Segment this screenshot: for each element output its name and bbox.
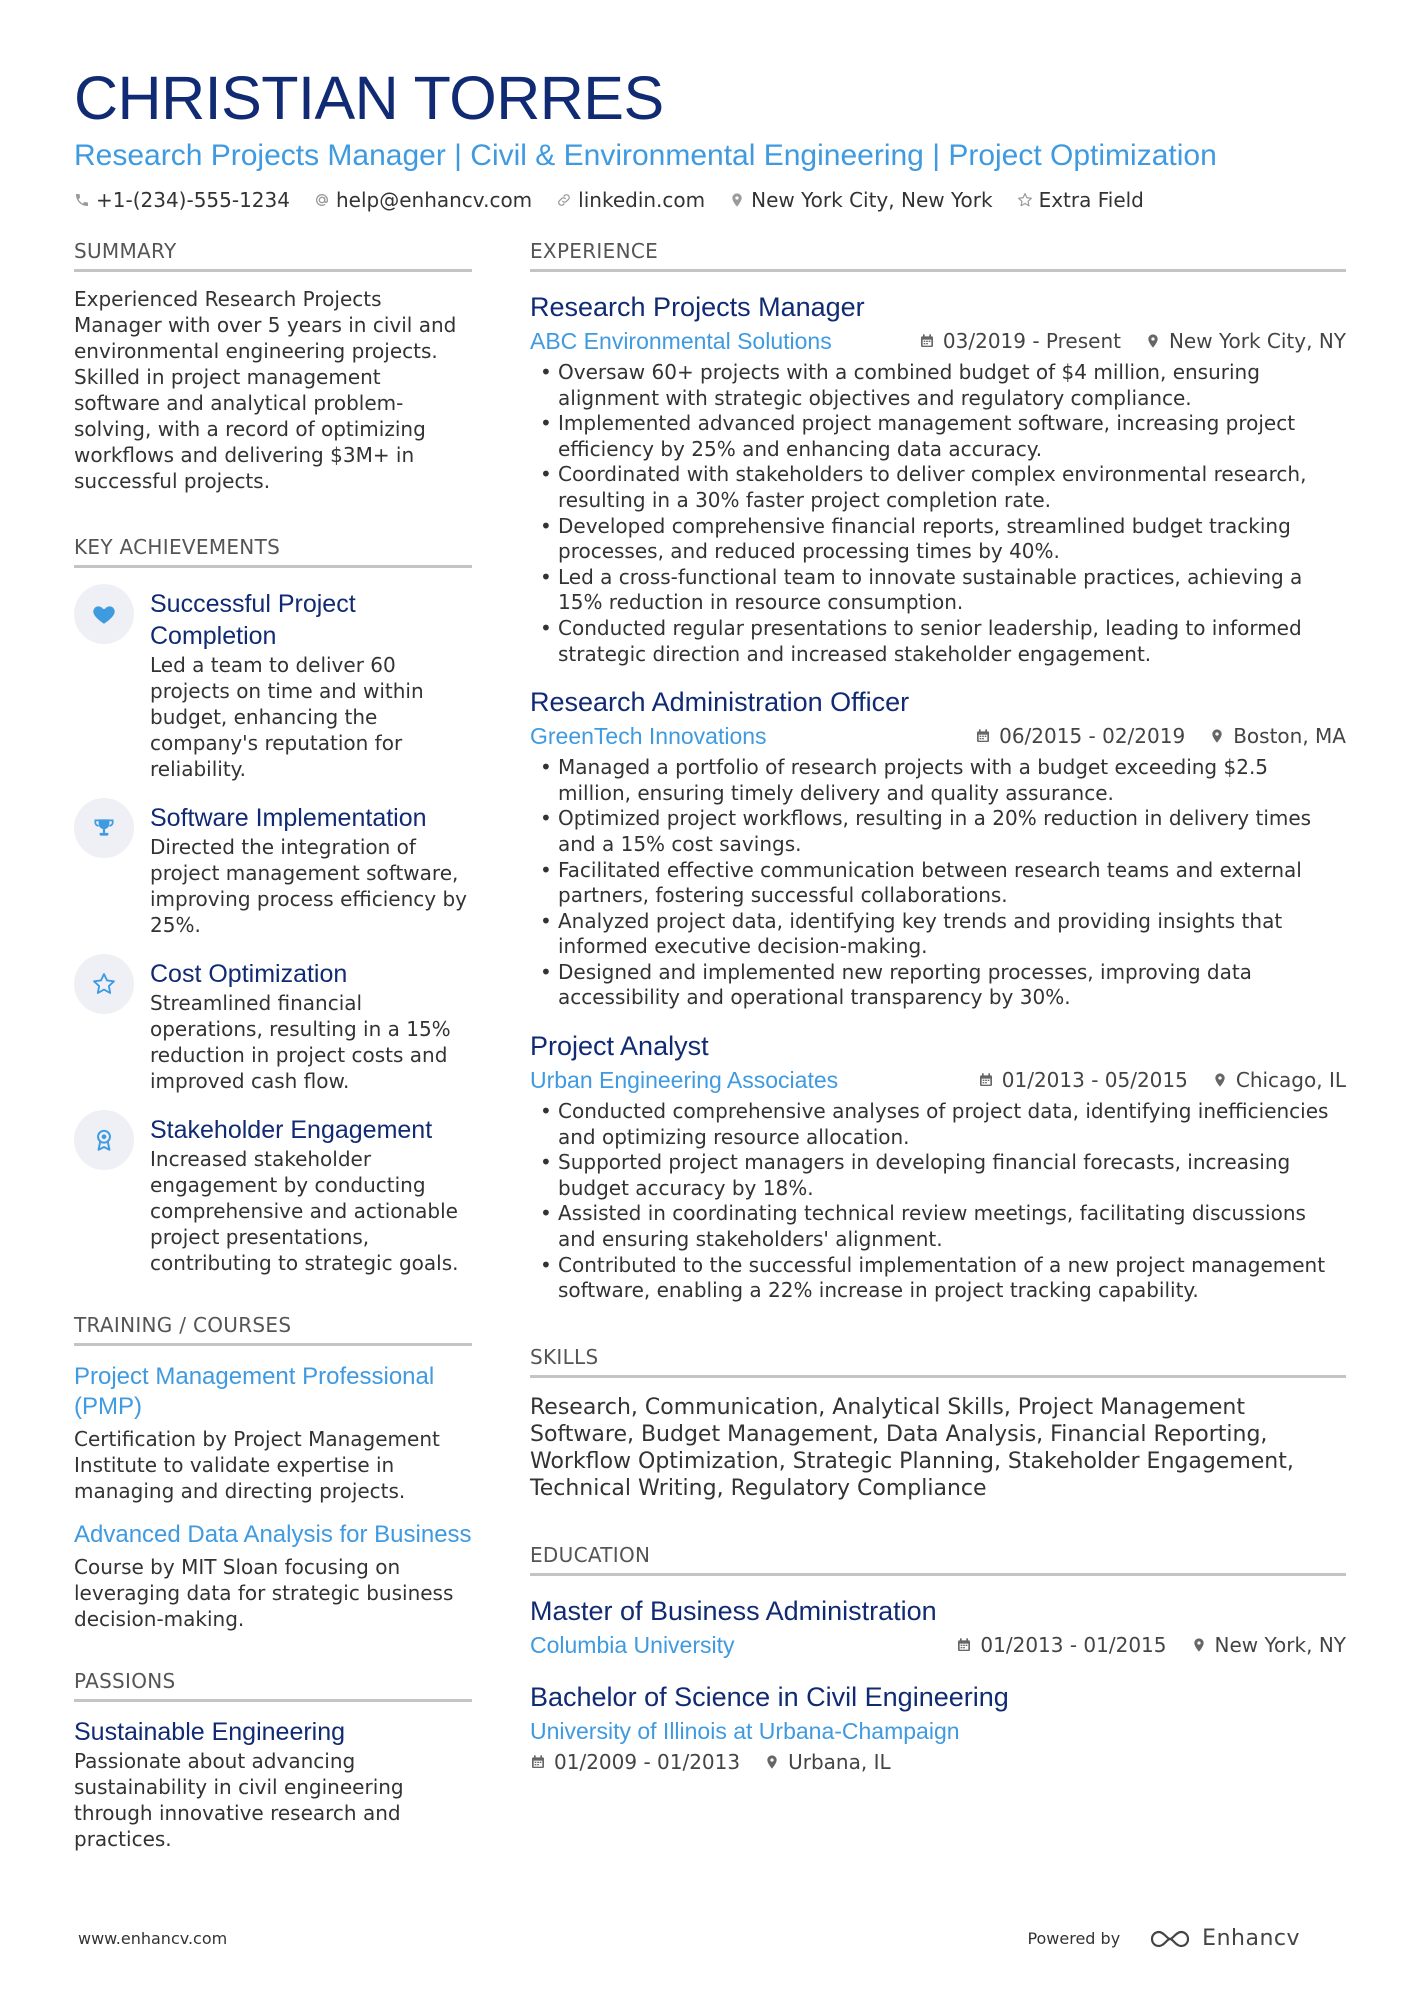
education-section <box>530 1542 1346 1774</box>
achievement-item <box>74 802 472 938</box>
achievement-title: Cost Optimization <box>150 960 348 988</box>
job-location: Boston, MA <box>1233 724 1346 749</box>
summary-heading: SUMMARY <box>74 238 472 272</box>
job-entry <box>530 1029 1346 1304</box>
heart-icon <box>91 601 117 627</box>
course-desc: Course by MIT Sloan focusing on leveraging data for strategic business decision-making. <box>74 1555 454 1631</box>
job-entry <box>530 290 1346 667</box>
award-icon <box>91 1127 117 1153</box>
job-bullet: • Supported project managers in developing financial forecasts, increasing budget accuracy by 18%. <box>530 1150 1346 1201</box>
enhancv-logo-icon <box>1148 1928 1192 1950</box>
location-icon <box>729 192 745 208</box>
phone-icon <box>74 192 90 208</box>
training-heading: TRAINING / COURSES <box>74 1312 472 1346</box>
achievement-icon-badge <box>74 1110 134 1170</box>
achievement-desc: Directed the integration of project management software, improving process efficiency by 25%. <box>150 835 467 937</box>
course-desc: Certification by Project Management Institute to validate expertise in managing and directing projects. <box>74 1427 440 1503</box>
job-bullets <box>530 360 1346 667</box>
job-bullet: • Conducted comprehensive analyses of project data, identifying inefficiencies and optimizing resource allocation. <box>530 1099 1346 1150</box>
achievement-item <box>74 958 472 1094</box>
job-bullet: • Implemented advanced project management software, increasing project efficiency by 25% and enhancing data accuracy. <box>530 411 1346 462</box>
job-company: Urban Engineering Associates <box>530 1067 839 1094</box>
candidate-name: CHRISTIAN TORRES <box>74 64 664 132</box>
job-company: GreenTech Innovations <box>530 723 767 750</box>
contact-extra-text: Extra Field <box>1038 188 1144 212</box>
course-item <box>74 1362 472 1504</box>
calendar-icon <box>975 728 991 744</box>
experience-section <box>530 238 1346 1304</box>
at-icon <box>314 192 330 208</box>
achievement-desc: Increased stakeholder engagement by conducting comprehensive and actionable project presentations, contributing to strategic goals. <box>150 1147 459 1275</box>
job-title: Research Administration Officer <box>530 687 910 718</box>
candidate-tagline: Research Projects Manager | Civil & Environmental Engineering | Project Optimization <box>74 139 1217 172</box>
job-bullet: • Assisted in coordinating technical review meetings, facilitating discussions and ensuring stakeholders' alignment. <box>530 1201 1346 1252</box>
location-icon <box>1212 1072 1228 1088</box>
contact-extra <box>1017 188 1144 212</box>
brand-name: Enhancv <box>1202 1926 1300 1951</box>
passions-section <box>74 1668 472 1852</box>
job-dates: 03/2019 - Present <box>942 329 1121 353</box>
achievement-icon-badge <box>74 798 134 858</box>
achievement-icon-badge <box>74 584 134 644</box>
achievement-desc: Streamlined financial operations, resulting in a 15% reduction in project costs and improved cash flow. <box>150 991 451 1093</box>
job-bullet: • Analyzed project data, identifying key trends and providing insights that informed executive decision-making. <box>530 909 1346 960</box>
calendar-icon <box>530 1754 546 1770</box>
powered-by-label: Powered by <box>1027 1929 1121 1948</box>
job-bullet: • Contributed to the successful implementation of a new project management software, enabling a 22% increase in project tracking capability. <box>530 1253 1346 1304</box>
job-dates: 01/2013 - 05/2015 <box>1001 1068 1188 1093</box>
education-dates: 01/2013 - 01/2015 <box>980 1632 1167 1657</box>
passion-desc: Passionate about advancing sustainability in civil engineering through innovative research and practices. <box>74 1749 404 1851</box>
summary-section <box>74 238 472 494</box>
job-bullet: • Developed comprehensive financial reports, streamlined budget tracking processes, and reduced processing times by 40%. <box>530 514 1346 565</box>
passion-title: Sustainable Engineering <box>74 1718 346 1746</box>
right-column <box>530 238 1346 1804</box>
job-bullet: • Optimized project workflows, resulting in a 20% reduction in delivery times and a 15% cost savings. <box>530 806 1346 857</box>
job-bullet: • Facilitated effective communication between research teams and external partners, fostering successful collaborations. <box>530 858 1346 909</box>
brand-logo[interactable] <box>1148 1926 1328 1951</box>
job-bullet: • Coordinated with stakeholders to deliver complex environmental research, resulting in a 30% faster project completion rate. <box>530 462 1346 513</box>
star-icon <box>91 971 117 997</box>
skills-text: Research, Communication, Analytical Skills, Project Management Software, Budget Management, Data Analysis, Financial Reporting, Workflow Optimization, Strategic Planning, Stakeholder Engagement, Technical Writing, Regulatory Compliance <box>530 1394 1294 1501</box>
link-icon <box>556 192 572 208</box>
contact-linkedin[interactable] <box>556 188 705 212</box>
training-section <box>74 1312 472 1632</box>
education-heading: EDUCATION <box>530 1542 1346 1576</box>
achievement-icon-badge <box>74 954 134 1014</box>
achievement-title: Stakeholder Engagement <box>150 1116 433 1144</box>
trophy-icon <box>91 815 117 841</box>
contact-phone[interactable] <box>74 188 290 212</box>
course-item <box>74 1520 472 1632</box>
job-title: Research Projects Manager <box>530 292 865 322</box>
contact-email-text: help@enhancv.com <box>335 188 533 212</box>
achievement-title: Software Implementation <box>150 804 427 832</box>
location-icon <box>764 1754 780 1770</box>
location-icon <box>1191 1637 1207 1653</box>
calendar-icon <box>956 1637 972 1653</box>
education-school: Columbia University <box>530 1631 735 1658</box>
calendar-icon <box>919 333 935 349</box>
job-bullet: • Designed and implemented new reporting processes, improving data accessibility and operational transparency by 30%. <box>530 960 1346 1011</box>
skills-section <box>530 1344 1346 1502</box>
location-icon <box>1145 333 1161 349</box>
job-location: Chicago, IL <box>1235 1068 1346 1093</box>
powered-by <box>1027 1926 1328 1951</box>
education-location: Urbana, IL <box>788 1749 891 1774</box>
resume-header <box>74 62 1344 212</box>
job-bullets <box>530 1099 1346 1304</box>
calendar-icon <box>978 1072 994 1088</box>
contact-linkedin-text: linkedin.com <box>578 188 706 212</box>
left-column <box>74 238 472 1882</box>
achievements-heading: KEY ACHIEVEMENTS <box>74 534 472 568</box>
footer-site-link[interactable]: www.enhancv.com <box>78 1929 228 1948</box>
skills-heading: SKILLS <box>530 1344 1346 1378</box>
passions-heading: PASSIONS <box>74 1668 472 1702</box>
education-entry <box>530 1680 1346 1774</box>
job-bullet: • Conducted regular presentations to senior leadership, leading to informed strategic direction and increased stakeholder engagement. <box>530 616 1346 667</box>
contact-phone-text: +1-(234)-555-1234 <box>96 188 290 212</box>
job-bullet: • Led a cross-functional team to innovate sustainable practices, achieving a 15% reduction in resource consumption. <box>530 565 1346 616</box>
experience-heading: EXPERIENCE <box>530 238 1346 272</box>
job-entry <box>530 685 1346 1011</box>
job-bullet: • Managed a portfolio of research projects with a budget exceeding $2.5 million, ensuring timely delivery and quality assurance. <box>530 755 1346 806</box>
education-location: New York, NY <box>1214 1632 1346 1657</box>
education-dates: 01/2009 - 01/2013 <box>554 1749 741 1774</box>
job-bullets <box>530 755 1346 1011</box>
contact-location <box>729 188 992 212</box>
achievements-section <box>74 534 472 1276</box>
job-dates: 06/2015 - 02/2019 <box>999 724 1186 749</box>
achievement-item <box>74 1114 472 1276</box>
achievement-title: Successful Project Completion <box>150 590 356 650</box>
education-entry <box>530 1594 1346 1660</box>
star-icon <box>1017 192 1033 208</box>
education-school: University of Illinois at Urbana-Champaign <box>530 1717 960 1744</box>
contact-email[interactable] <box>314 188 532 212</box>
location-icon <box>1209 728 1225 744</box>
job-company: ABC Environmental Solutions <box>530 328 832 354</box>
job-title: Project Analyst <box>530 1031 709 1062</box>
job-bullet: • Oversaw 60+ projects with a combined budget of $4 million, ensuring alignment with strategic objectives and regulatory compliance. <box>530 360 1346 411</box>
contact-bar <box>74 188 1344 212</box>
job-location: New York City, NY <box>1168 329 1346 353</box>
page-footer <box>78 1926 1328 1951</box>
achievement-item <box>74 588 472 782</box>
course-title: Project Management Professional (PMP) <box>74 1363 435 1420</box>
education-degree: Bachelor of Science in Civil Engineering <box>530 1681 1009 1712</box>
education-degree: Master of Business Administration <box>530 1595 937 1626</box>
contact-location-text: New York City, New York <box>751 188 993 212</box>
summary-text: Experienced Research Projects Manager with over 5 years in civil and environmental engineering projects. Skilled in project management software and analytical problem-solving, with a record of optimizing workflows and delivering $3M+ in successful projects. <box>74 287 457 493</box>
achievement-desc: Led a team to deliver 60 projects on time and within budget, enhancing the company's reputation for reliability. <box>150 653 424 781</box>
course-title: Advanced Data Analysis for Business <box>74 1521 472 1548</box>
